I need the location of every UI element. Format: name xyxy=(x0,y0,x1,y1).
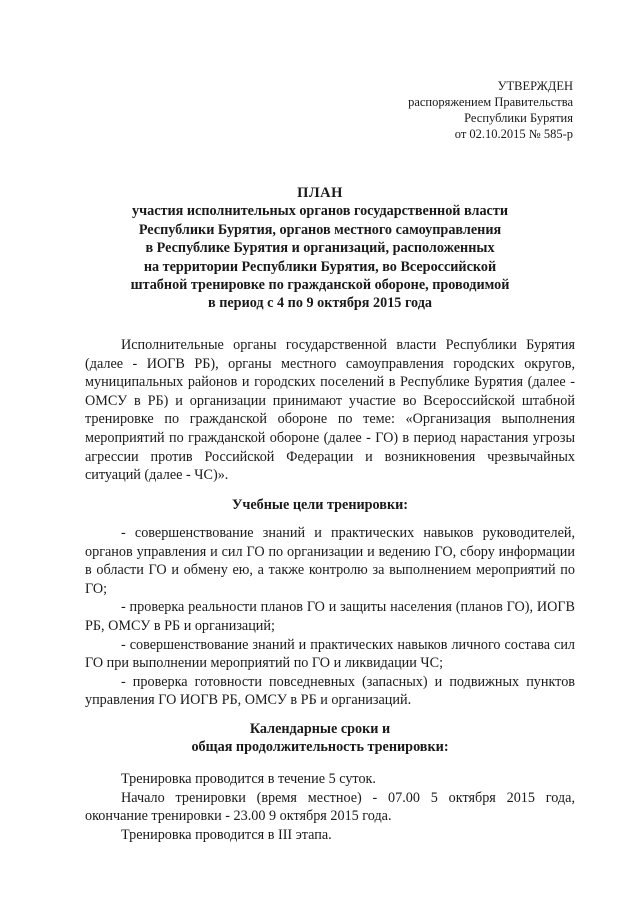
goal-item: - совершенствование знаний и практических навыков личного состава сил ГО при выполнении мероприятий по ГО и ликвидации ЧС; xyxy=(85,636,575,672)
title-line: в Республике Бурятия и организаций, расположенных xyxy=(145,240,495,257)
schedule-heading-line: общая продолжительность тренировки: xyxy=(191,739,449,756)
intro-paragraph: Исполнительные органы государственной власти Республики Бурятия (далее - ИОГВ РБ), органы местного самоуправления городских округов, муниципальных районов и городских поселений в Республике Бурятия (далее - ОМСУ в РБ) и организации принимают участие во Всероссийской штабной тренировке по гражданской обороне по теме: «Организация выполнения мероприятий по гражданской обороне (далее - ГО) в период нарастания угрозы агрессии против Российской Федерации и возникновения чрезвычайных ситуаций (далее - ЧС)». xyxy=(85,337,575,484)
approval-line: Республики Бурятия xyxy=(464,111,573,125)
title-line: участия исполнительных органов государственной власти xyxy=(132,203,508,220)
approval-line: распоряжением Правительства xyxy=(408,95,573,109)
goals-list xyxy=(85,524,575,710)
goal-item: - проверка готовности повседневных (запасных) и подвижных пунктов управления ГО ИОГВ РБ, ОМСУ в РБ и организаций. xyxy=(85,673,575,709)
schedule-heading xyxy=(60,720,580,757)
title-plan: ПЛАН xyxy=(297,185,343,201)
schedule-item: Тренировка проводится в III этапа. xyxy=(121,826,332,843)
approval-line: от 02.10.2015 № 585-р xyxy=(454,127,573,141)
goal-item: - совершенствование знаний и практических навыков руководителей, органов управления и сил ГО по организации и ведению ГО, сбору информации в области ГО и обмену ею, а также контролю за выполнением мероприятий по ГО; xyxy=(85,525,575,597)
schedule-heading-line: Календарные сроки и xyxy=(249,721,391,737)
goal-item: - проверка реальности планов ГО и защиты населения (планов ГО), ИОГВ РБ, ОМСУ в РБ и организаций; xyxy=(85,599,575,634)
title-line: в период с 4 по 9 октября 2015 года xyxy=(208,295,432,312)
intro-section xyxy=(85,336,575,485)
approval-stamp xyxy=(408,78,573,142)
title-line: Республики Бурятия, органов местного самоуправления xyxy=(138,221,502,238)
document-title xyxy=(60,184,580,313)
title-line: на территории Республики Бурятия, во Всероссийской xyxy=(143,258,497,275)
title-line: штабной тренировке по гражданской обороне, проводимой xyxy=(130,277,510,294)
goals-heading: Учебные цели тренировки: xyxy=(231,497,409,513)
schedule-section xyxy=(85,770,575,844)
schedule-item: Тренировка проводится в течение 5 суток. xyxy=(121,771,376,787)
approval-line: УТВЕРЖДЕН xyxy=(497,79,573,93)
schedule-item: Начало тренировки (время местное) - 07.00 5 октября 2015 года, окончание тренировки - 23.00 9 октября 2015 года. xyxy=(85,789,575,825)
